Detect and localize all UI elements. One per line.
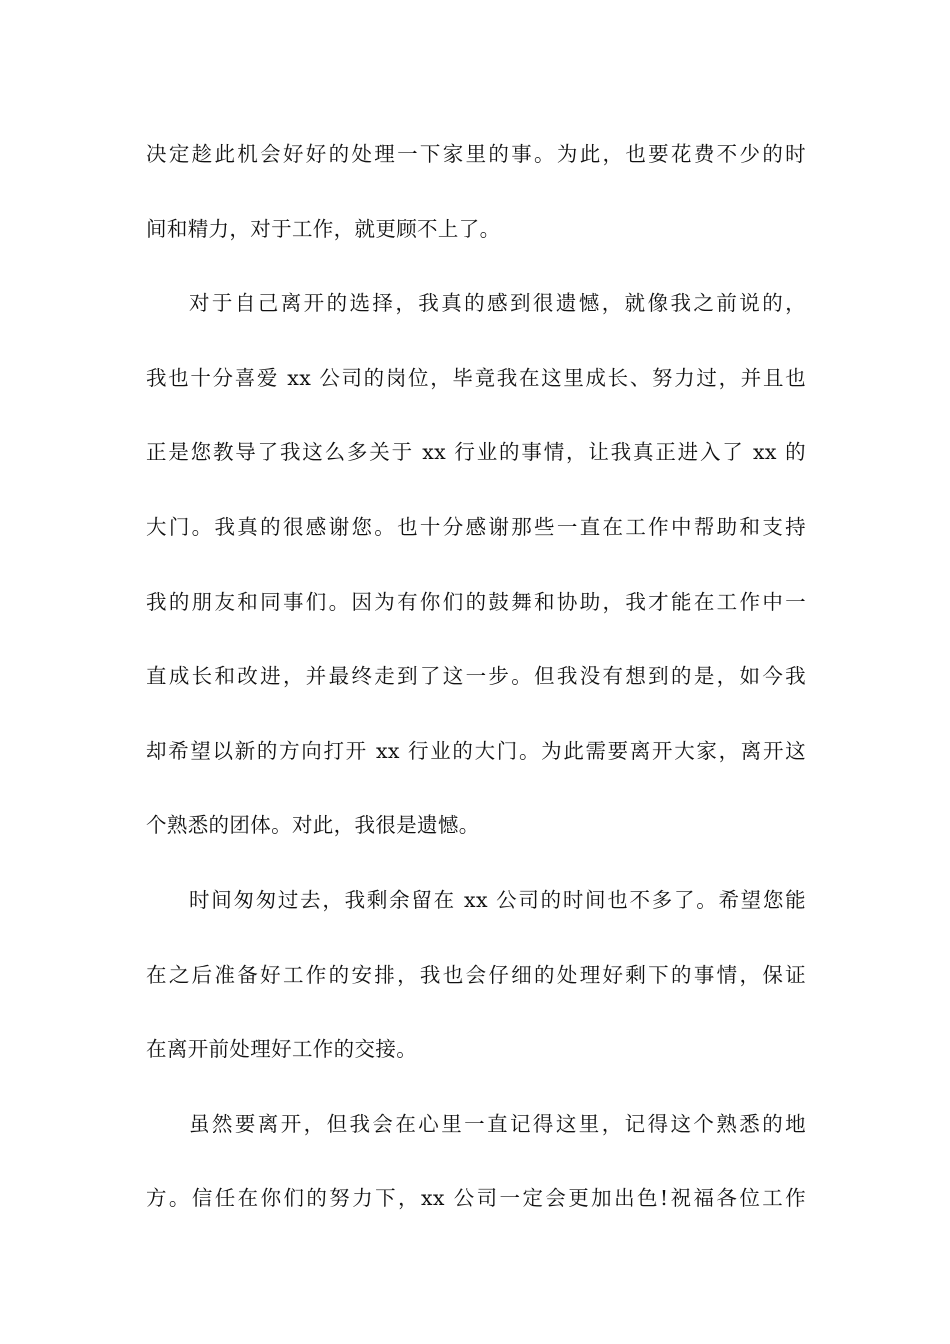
text-line: 在离开前处理好工作的交接。	[146, 1037, 418, 1062]
text-line: 个熟悉的团体。对此，我很是遗憾。	[146, 813, 480, 838]
text-line: 对于自己离开的选择，我真的感到很遗憾，就像我之前说的，	[189, 291, 806, 316]
text-line: 却希望以新的方向打开 xx 行业的大门。为此需要离开大家，离开这	[146, 738, 806, 763]
text-line: 在之后准备好工作的安排，我也会仔细的处理好剩下的事情，保证	[146, 962, 806, 987]
text-line: 间和精力，对于工作，就更顾不上了。	[146, 216, 501, 241]
letter-body	[146, 130, 806, 1249]
text-line: 时间匆匆过去，我剩余留在 xx 公司的时间也不多了。希望您能	[189, 887, 806, 912]
text-line: 决定趁此机会好好的处理一下家里的事。为此，也要花费不少的时	[146, 142, 806, 166]
text-line: 正是您教导了我这么多关于 xx 行业的事情，让我真正进入了 xx 的	[146, 440, 806, 465]
text-line: 方。信任在你们的努力下，xx 公司一定会更加出色!祝福各位工作	[146, 1186, 806, 1211]
text-line: 大门。我真的很感谢您。也十分感谢那些一直在工作中帮助和支持	[146, 514, 806, 539]
text-line: 我的朋友和同事们。因为有你们的鼓舞和协助，我才能在工作中一	[146, 589, 806, 614]
text-line: 虽然要离开，但我会在心里一直记得这里，记得这个熟悉的地	[189, 1111, 806, 1136]
text-line: 直成长和改进，并最终走到了这一步。但我没有想到的是，如今我	[146, 664, 806, 689]
text-line: 我也十分喜爱 xx 公司的岗位，毕竟我在这里成长、努力过，并且也	[146, 365, 806, 390]
